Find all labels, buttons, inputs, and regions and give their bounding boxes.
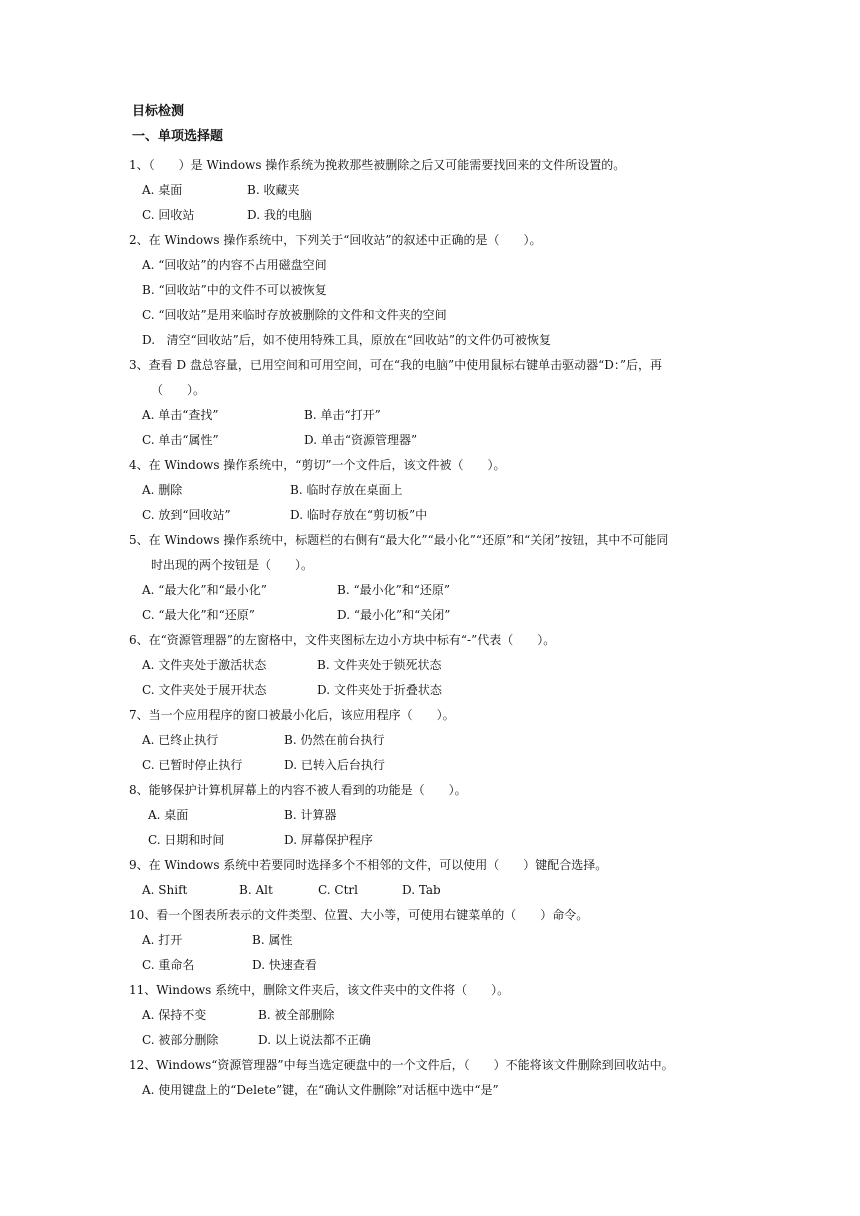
question-stem: 8、能够保护计算机屏幕上的内容不被人看到的功能是（ ）。 [129,783,467,797]
section-heading: 一、单项选择题 [132,129,224,144]
option: C. 单击“属性” [142,433,219,447]
option-row [132,878,742,903]
option: B. 临时存放在桌面上 [290,483,403,497]
option-row [132,928,742,953]
option: C. 回收站 [142,208,195,222]
option: B. 仍然在前台执行 [284,733,385,747]
option: C. 重命名 [142,958,195,972]
option: A. 桌面 [148,808,189,822]
option: C. 已暂时停止执行 [142,758,243,772]
option: B. 属性 [252,933,293,947]
option: B. 被全部删除 [258,1008,335,1022]
question-stem: 4、在 Windows 操作系统中，“剪切”一个文件后，该文件被（ ）。 [129,458,506,472]
option: C. 放到“回收站” [142,508,231,522]
option-row [132,203,742,228]
option-row [132,653,742,678]
question-stem-continuation: 时出现的两个按钮是（ ）。 [151,558,314,572]
option: A. Shift [142,883,188,897]
option: B. 文件夹处于锁死状态 [317,658,442,672]
option: D. 单击“资源管理器” [304,433,418,447]
option-row [132,603,742,628]
option-row [132,503,742,528]
option: C. “最大化”和“还原” [142,608,255,622]
option: A. 使用键盘上的“Delete”键，在“确认文件删除”对话框中选中“是” [142,1083,499,1097]
question-stem: 7、当一个应用程序的窗口被最小化后，该应用程序（ ）。 [129,708,455,722]
option-row [132,678,742,703]
option: D. Tab [402,883,441,897]
option: A. 桌面 [142,183,183,197]
document-title: 目标检测 [132,104,185,119]
option: D. “最小化”和“关闭” [337,608,451,622]
option: B. 单击“打开” [304,408,381,422]
option: B. “最小化”和“还原” [337,583,450,597]
option: C. Ctrl [318,883,358,897]
question-stem [129,528,742,578]
option: A. 打开 [142,933,183,947]
question-stem: 2、在 Windows 操作系统中，下列关于“回收站”的叙述中正确的是（ ）。 [129,233,542,247]
question-stem: 1、（ ）是 Windows 操作系统为挽救那些被删除之后又可能需要找回来的文件所设置的。 [129,158,626,172]
option: B. 计算器 [284,808,337,822]
option: A. 已终止执行 [142,733,219,747]
document-page [129,103,742,1103]
question-stem: 12、Windows“资源管理器”中每当选定硬盘中的一个文件后，（ ）不能将该文件删除到回收站中。 [129,1058,674,1072]
question-stem: 10、看一个图表所表示的文件类型、位置、大小等，可使用右键菜单的（ ）命令。 [129,908,589,922]
option-row [132,728,742,753]
option-row [132,578,742,603]
option: B. 收藏夹 [247,183,300,197]
option-row [132,178,742,203]
option: C. 文件夹处于展开状态 [142,683,267,697]
option: D. 我的电脑 [247,208,312,222]
option-row [132,753,742,778]
option-row [132,1028,742,1053]
question-stem-line: 5、在 Windows 操作系统中，标题栏的右侧有“最大化”“最小化”“还原”和“关闭”按钮，其中不可能同 [129,533,669,547]
option: D. 屏幕保护程序 [284,833,373,847]
option-row [132,478,742,503]
option-row [132,428,742,453]
option: A. 删除 [142,483,183,497]
question-stem-line: 3、查看 D 盘总容量，已用空间和可用空间，可在“我的电脑”中使用鼠标右键单击驱动器“D：”后，再 [129,358,663,372]
option-row [132,828,742,853]
option: A. 保持不变 [142,1008,207,1022]
option: A. 单击“查找” [142,408,219,422]
question-stem [129,353,742,403]
option: B. “回收站”中的文件不可以被恢复 [142,283,327,297]
option: A. “回收站”的内容不占用磁盘空间 [142,258,327,272]
question-stem: 6、在“资源管理器”的左窗格中，文件夹图标左边小方块中标有“-”代表（ ）。 [129,633,556,647]
option: D. 文件夹处于折叠状态 [317,683,442,697]
option: D. 清空“回收站”后，如不使用特殊工具，原放在“回收站”的文件仍可被恢复 [142,333,551,347]
question-stem: 9、在 Windows 系统中若要同时选择多个不相邻的文件，可以使用（ ）键配合选择。 [129,858,608,872]
option-row [132,1003,742,1028]
option: B. Alt [239,883,273,897]
option-row [132,403,742,428]
option-row [132,803,742,828]
option: A. “最大化”和“最小化” [142,583,267,597]
option: D. 临时存放在“剪切板”中 [290,508,428,522]
option: C. 被部分删除 [142,1033,219,1047]
option: C. “回收站”是用来临时存放被删除的文件和文件夹的空间 [142,308,447,322]
option: A. 文件夹处于激活状态 [142,658,267,672]
option-row [132,953,742,978]
question-stem-continuation: （ ）。 [151,383,206,397]
option: D. 以上说法都不正确 [258,1033,371,1047]
option: D. 快速查看 [252,958,317,972]
option: D. 已转入后台执行 [284,758,385,772]
option: C. 日期和时间 [148,833,225,847]
question-stem: 11、Windows 系统中，删除文件夹后，该文件夹中的文件将（ ）。 [129,983,510,997]
